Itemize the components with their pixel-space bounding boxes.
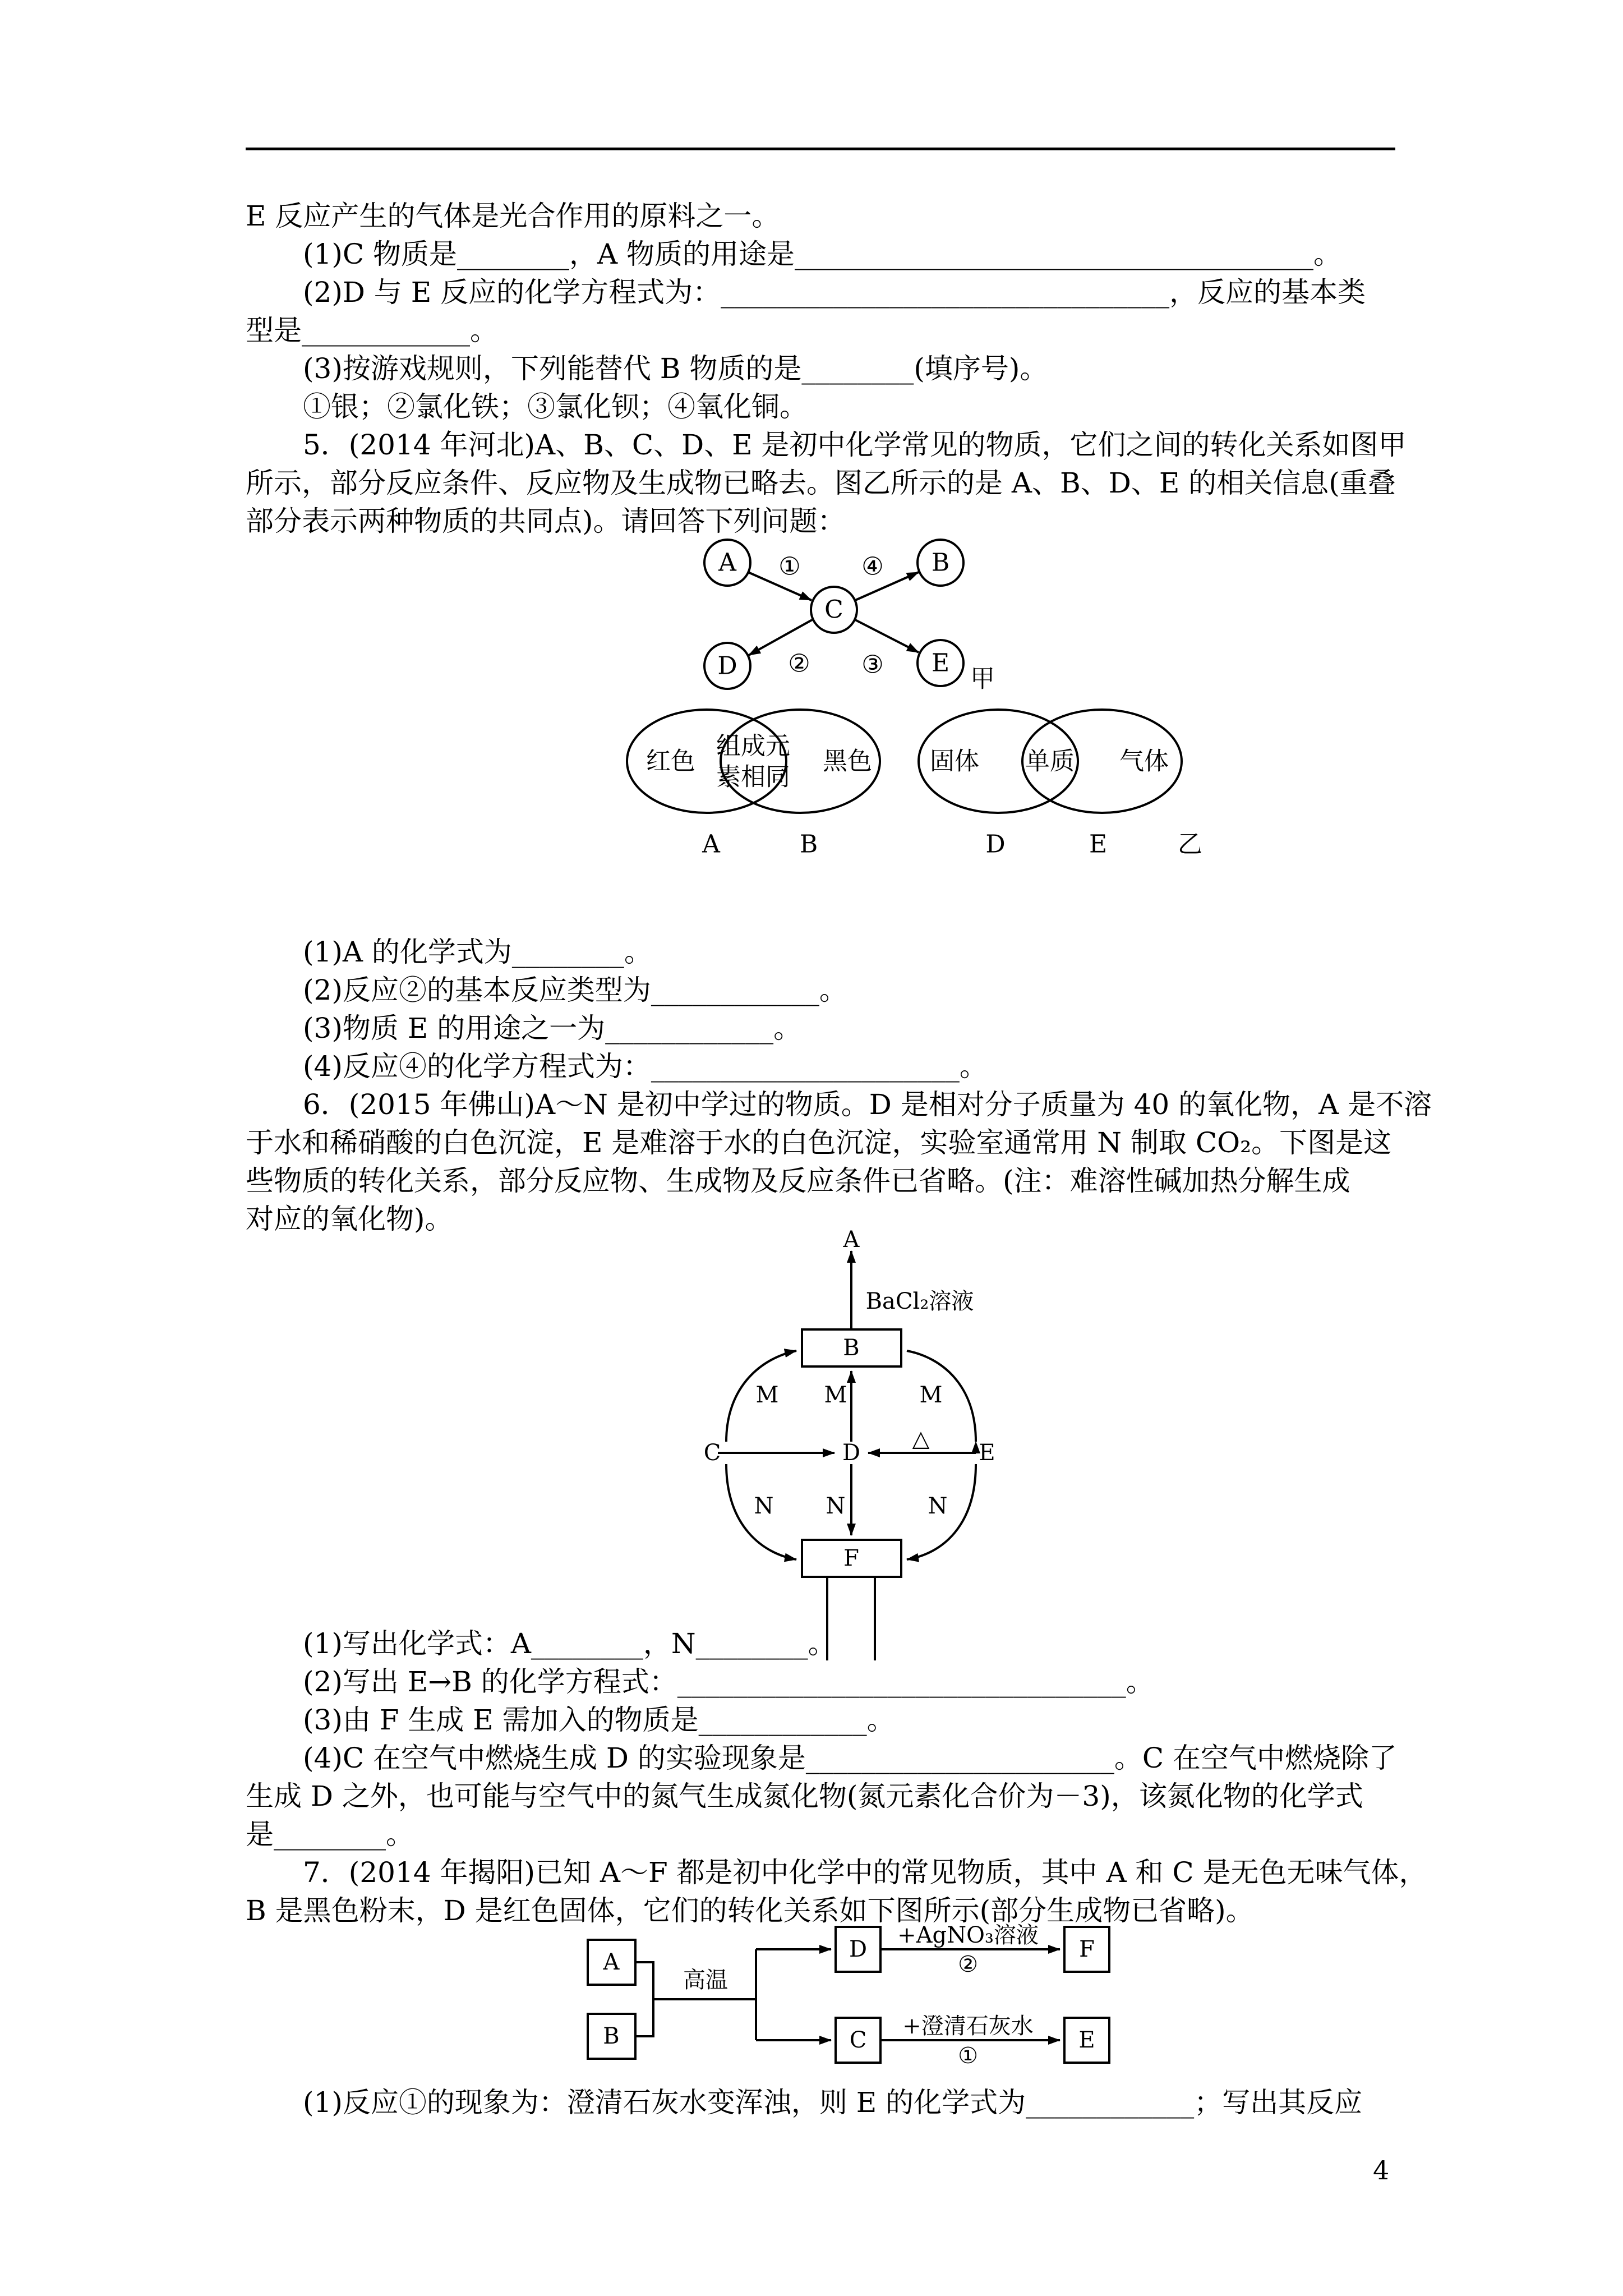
question-6-stem: 6．(2015 年佛山)A～N 是初中学过的物质。D 是相对分子质量为 40 的氧化物，A 是不溶	[303, 1088, 1432, 1121]
text-line: 生成 D 之外，也可能与空气中的氮气生成氮化物(氮元素化合价为－3)，该氮化物的化学式	[246, 1780, 1363, 1812]
question-4-2: (2)D 与 E 反应的化学方程式为：________________________________，反应的基本类	[303, 276, 1366, 309]
venn-label: 单质	[1025, 747, 1075, 776]
reagent-label: +澄清石灰水	[902, 2013, 1034, 2039]
question-6-1: (1)写出化学式：A________，N________。	[303, 1627, 836, 1660]
question-7-stem: 7．(2014 年揭阳)已知 A～F 都是初中化学中的常见物质，其中 A 和 C 是无色无味气体，	[303, 1856, 1427, 1889]
reagent-label: N	[826, 1493, 846, 1519]
node-label: B	[603, 2023, 620, 2049]
node-label: F	[1079, 1936, 1095, 1962]
question-4-1: (1)C 物质是________，A 物质的用途是_____________________________________。	[303, 238, 1341, 270]
venn-label: 气体	[1119, 747, 1169, 776]
node-label: C	[703, 1440, 721, 1466]
reagent-label: BaCl₂溶液	[865, 1289, 974, 1314]
reagent-label: M	[919, 1382, 943, 1408]
venn-label: 组成元	[716, 731, 790, 761]
text-line: 对应的氧化物)。	[246, 1203, 453, 1235]
question-7-1: (1)反应①的现象为：澄清石灰水变浑浊，则 E 的化学式为____________；写出其反应	[303, 2086, 1363, 2119]
node-label: E	[1078, 2027, 1095, 2053]
node-label: B	[843, 1335, 860, 1361]
reagent-label: +AgNO₃溶液	[897, 1922, 1039, 1948]
arrow-label: ③	[861, 650, 884, 679]
question-6-3: (3)由 F 生成 E 需加入的物质是____________。	[303, 1704, 895, 1736]
text-line: 于水和稀硝酸的白色沉淀，E 是难溶于水的白色沉淀，实验室通常用 N 制取 CO₂。下图是这	[246, 1126, 1392, 1159]
node-label: D	[842, 1440, 861, 1466]
venn-label: 黑色	[823, 747, 872, 776]
node-label: B	[931, 548, 950, 577]
venn-label: 素相同	[716, 762, 790, 792]
question-6-4: (4)C 在空气中燃烧生成 D 的实验现象是______________________。C 在空气中燃烧除了	[303, 1742, 1397, 1774]
text-line: 型是____________。	[246, 314, 498, 347]
node-label: F	[843, 1545, 859, 1571]
figure-jia-label: 甲	[970, 664, 995, 693]
question-5-3: (3)物质 E 的用途之一为____________。	[303, 1012, 802, 1045]
venn-caption: A	[702, 830, 720, 859]
text-line: 些物质的转化关系，部分反应物、生成物及反应条件已省略。(注：难溶性碱加热分解生成	[246, 1165, 1350, 1197]
question-4-3: (3)按游戏规则，下列能替代 B 物质的是________(填序号)。	[303, 352, 1048, 385]
node-label: A	[603, 1949, 620, 1975]
node-label: A	[843, 1227, 860, 1253]
text-line: 部分表示两种物质的共同点)。请回答下列问题：	[246, 505, 846, 537]
question-6-2: (2)写出 E→B 的化学方程式：________________________________。	[303, 1665, 1154, 1698]
venn-label: 红色	[646, 747, 695, 776]
text-line: E 反应产生的气体是光合作用的原料之一。	[246, 200, 780, 232]
question-5-stem: 5．(2014 年河北)A、B、C、D、E 是初中化学常见的物质，它们之间的转化关系如图甲	[303, 429, 1407, 461]
figure-yi-label: 乙	[1178, 830, 1202, 859]
node-label: D	[717, 651, 737, 680]
node-label: C	[849, 2027, 867, 2053]
question-5-4: (4)反应④的化学方程式为：______________________。	[303, 1050, 988, 1083]
page-number: 4	[1373, 2155, 1390, 2185]
arrow-label: ①	[778, 552, 801, 581]
reagent-label: M	[824, 1382, 847, 1408]
heat-symbol: △	[912, 1426, 930, 1452]
text-line: 是________。	[246, 1818, 414, 1851]
reagent-label: N	[754, 1493, 774, 1519]
condition-label: 高温	[683, 1967, 728, 1993]
reagent-label: N	[928, 1493, 948, 1519]
question-5-1: (1)A 的化学式为________。	[303, 936, 652, 968]
arrow-label: ④	[861, 552, 884, 581]
node-label: E	[979, 1440, 995, 1466]
arrow-label: ②	[788, 649, 810, 678]
venn-caption: D	[985, 830, 1006, 859]
reagent-number: ②	[958, 1952, 978, 1977]
node-label: A	[718, 548, 736, 577]
text-line: B 是黑色粉末，D 是红色固体，它们的转化关系如下图所示(部分生成物已省略)。	[246, 1894, 1254, 1927]
node-label: D	[849, 1936, 868, 1962]
text-line: 所示，部分反应条件、反应物及生成物已略去。图乙所示的是 A、B、D、E 的相关信息(重叠	[246, 467, 1396, 499]
node-label: E	[931, 648, 950, 678]
venn-label: 固体	[930, 747, 979, 776]
venn-caption: B	[799, 830, 818, 859]
answer-options: ①银；②氯化铁；③氯化钡；④氧化铜。	[303, 390, 808, 423]
venn-caption: E	[1089, 830, 1108, 859]
node-label: C	[824, 595, 843, 624]
question-5-2: (2)反应②的基本反应类型为____________。	[303, 974, 847, 1006]
reagent-label: M	[755, 1382, 779, 1408]
reagent-number: ①	[958, 2043, 978, 2069]
